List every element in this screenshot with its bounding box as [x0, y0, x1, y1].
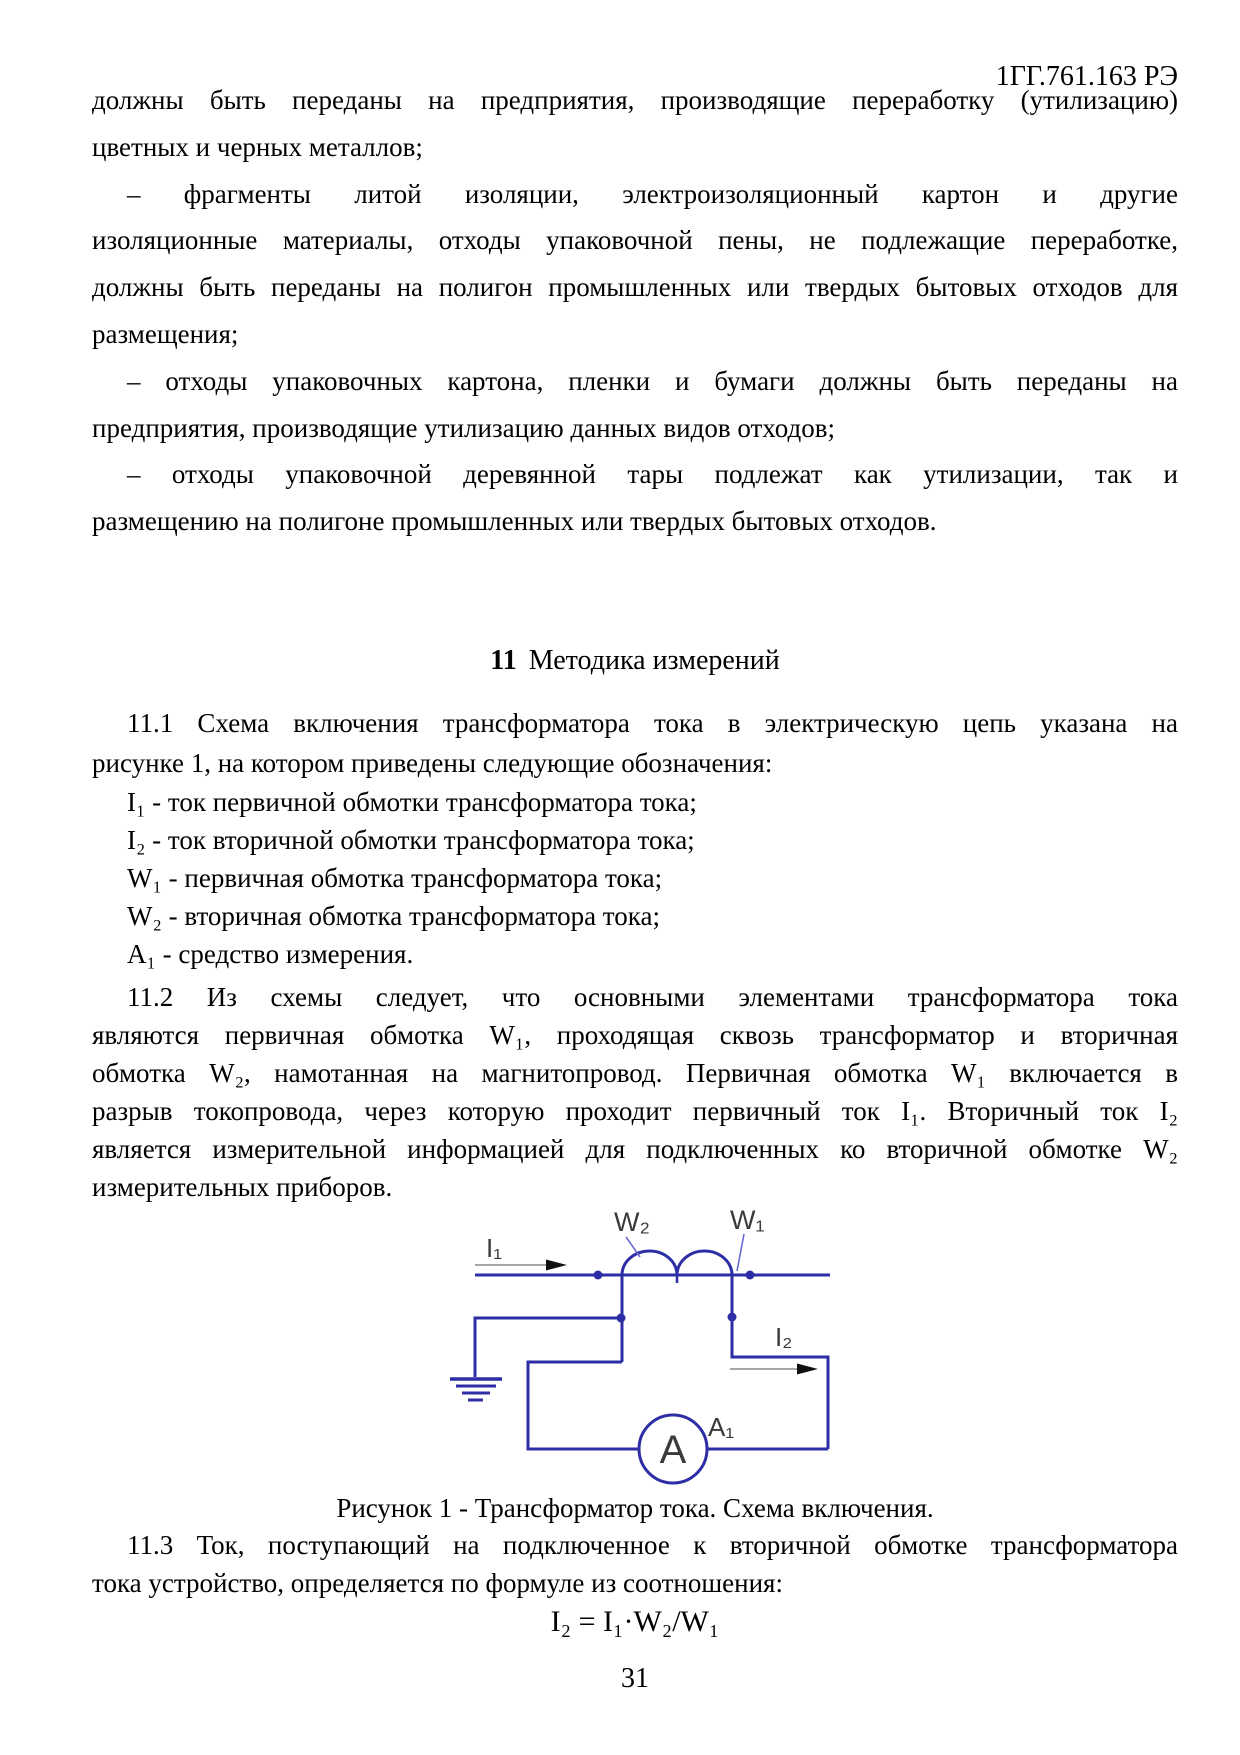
ground-branch-wire: [475, 1318, 621, 1377]
section-heading: [92, 641, 1178, 681]
text-line: 11.1 Схема включения трансформатора тока в электрическую цепь указана на: [127, 708, 1178, 738]
text-line: 11.3 Ток, поступающий на подключенное к вторичной обмотке трансформатора: [127, 1530, 1178, 1560]
page-number: 31: [621, 1663, 649, 1694]
paragraph-11-3: [92, 1526, 1178, 1602]
label-w1: W₁: [730, 1205, 765, 1235]
waste-disposal-section: [92, 77, 1178, 545]
junction-dot: [617, 1314, 626, 1323]
label-a1: A₁: [708, 1412, 735, 1442]
ground-icon: [450, 1379, 502, 1400]
text-line: цветных и черных металлов;: [92, 131, 423, 162]
text-line: измерительных приборов.: [92, 1172, 393, 1202]
text-line: размещению на полигоне промышленных или твердых бытовых отходов.: [92, 506, 937, 537]
bullet-packaging-cardboard: [92, 358, 1178, 452]
section-number: 11: [490, 645, 517, 676]
label-i1: I₁: [486, 1233, 502, 1263]
text-line: должны быть переданы на предприятия, производящие переработку (утилизацию): [92, 85, 1178, 115]
meter-left-wire: [528, 1362, 639, 1449]
text-line: являются первичная обмотка W₁, проходящая сквозь трансформатор и вторичная: [92, 1020, 1178, 1050]
junction-dot: [594, 1271, 603, 1280]
text-line: должны быть переданы на полигон промышленных или твердых бытовых отходов для: [92, 272, 1178, 303]
label-i2: I₂: [775, 1322, 793, 1352]
junction-dot: [728, 1313, 737, 1322]
text-line: A₁ - средство измерения.: [127, 939, 414, 969]
text-line: W₁ - первичная обмотка трансформатора тока;: [127, 863, 663, 893]
section-title: Методика измерений: [528, 645, 780, 676]
designations-list: [92, 783, 1178, 973]
text-line: 11.2 Из схемы следует, что основными элементами трансформатора тока: [127, 982, 1178, 1012]
junction-dot: [746, 1271, 755, 1280]
document-code: 1ГГ.761.163 РЭ: [995, 61, 1178, 92]
text-line: обмотка W₂, намотанная на магнитопровод. Первичная обмотка W₁ включается в: [92, 1058, 1178, 1088]
current-arrow-i2-icon: [730, 1364, 818, 1375]
figure-1-circuit-diagram: [450, 1195, 850, 1495]
formula-i2: I₂ = I₁·W₂/W₁: [550, 1605, 720, 1638]
callout-line-w1: [737, 1234, 744, 1271]
paragraph-11-1: [92, 703, 1178, 783]
bullet-wooden-packaging: [92, 451, 1178, 545]
text-line: – отходы упаковочной деревянной тары подлежат как утилизации, так и: [127, 459, 1178, 490]
text-line: является измерительной информацией для подключенных ко вторичной обмотке W₂: [92, 1134, 1178, 1164]
ammeter-letter: A: [659, 1428, 687, 1472]
text-line: тока устройство, определяется по формуле из соотношения:: [92, 1568, 783, 1598]
paragraph-continuation: [92, 77, 1178, 171]
text-line: I₂ - ток вторичной обмотки трансформатора тока;: [127, 825, 695, 855]
text-line: – фрагменты литой изоляции, электроизоляционный картон и другие: [127, 178, 1178, 209]
text-line: изоляционные материалы, отходы упаковочной пены, не подлежащие переработке,: [92, 225, 1178, 256]
paragraph-11-2: [92, 978, 1178, 1206]
text-line: предприятия, производящие утилизацию данных видов отходов;: [92, 412, 835, 443]
current-transformer-schematic: [450, 1195, 850, 1495]
text-line: W₂ - вторичная обмотка трансформатора тока;: [127, 901, 660, 931]
text-line: разрыв токопровода, через которую проходит первичный ток I₁. Вторичный ток I₂: [92, 1096, 1178, 1126]
text-line: – отходы упаковочных картона, пленки и бумаги должны быть переданы на: [127, 365, 1178, 396]
label-w2: W₂: [614, 1207, 650, 1237]
figure-caption: Рисунок 1 - Трансформатор тока. Схема включения.: [336, 1493, 934, 1523]
text-line: размещения;: [92, 318, 239, 349]
bullet-fragments-insulation: [92, 171, 1178, 358]
right-coil-lead-wire: [732, 1275, 828, 1449]
text-line: рисунке 1, на котором приведены следующие обозначения:: [92, 748, 773, 778]
text-line: I₁ - ток первичной обмотки трансформатора тока;: [127, 787, 697, 817]
